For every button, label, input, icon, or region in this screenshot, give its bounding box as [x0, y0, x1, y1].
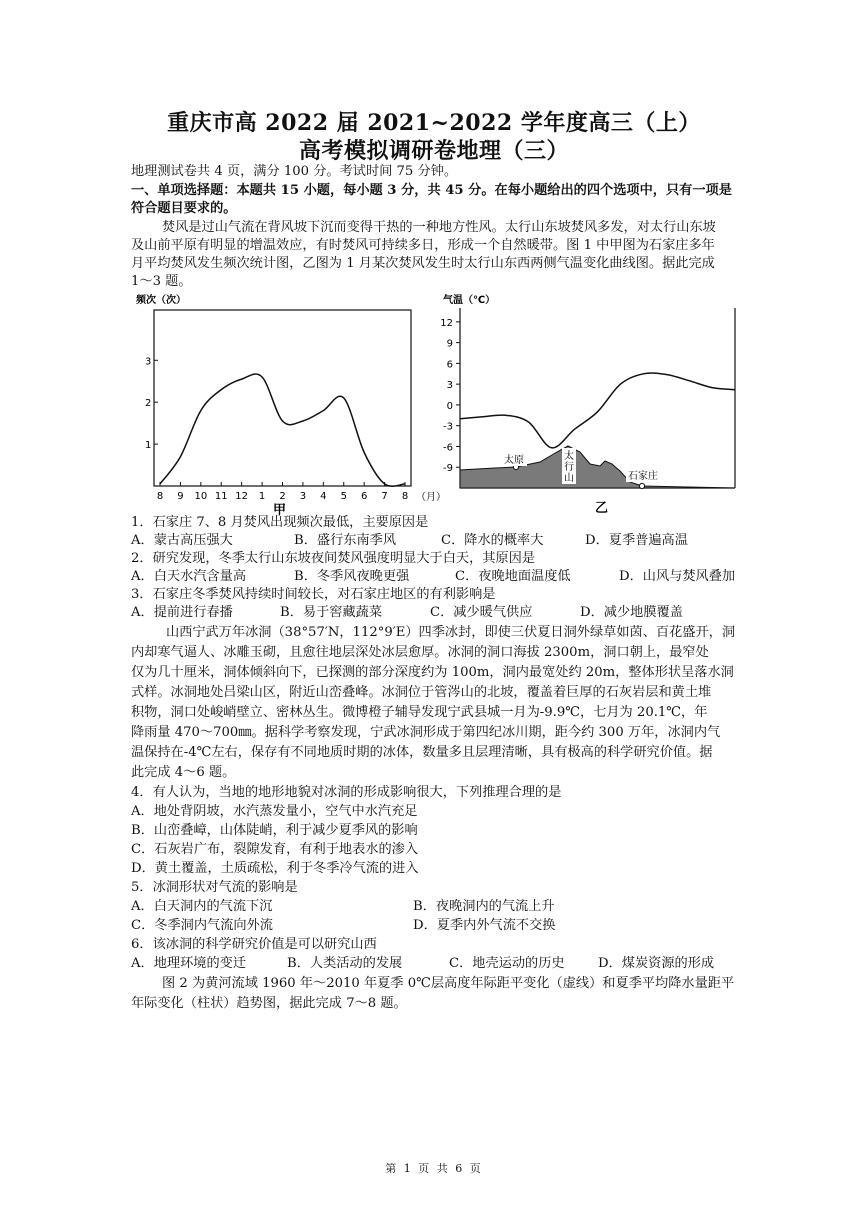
taiyuan-label: 太原 — [504, 455, 524, 466]
passage2-line: 温保持在-4℃左右，保存有不同地质时期的冰体，数量多且层理清晰，具有极高的科学研究价值。据 — [131, 745, 713, 760]
question-5-stem: 5．冰洞形状对气流的影响是 — [131, 880, 298, 895]
yi-ytick-label: 6 — [446, 359, 453, 371]
section-heading: 一、单项选择题：本题共 15 小题，每小题 3 分，共 45 分。在每小题给出的四个选项中，只有一项是 — [131, 183, 732, 198]
passage1-line: 月平均焚风发生频次统计图，乙图为 1 月某次焚风发生时太行山东西两侧气温变化曲线图。据此完成 — [131, 256, 715, 271]
q3-option-a: A．提前进行春播 — [131, 605, 233, 620]
yi-ytick-label: 3 — [446, 380, 453, 392]
yi-ytick-label: -9 — [443, 463, 453, 475]
yi-caption: 乙 — [595, 501, 609, 516]
yi-ytick-label: 0 — [446, 400, 453, 412]
jia-ylabel: 频次（次） — [136, 295, 186, 306]
q2-option-a: A．白天水汽含量高 — [131, 569, 247, 584]
passage2-line: 此完成 4～6 题。 — [131, 765, 236, 780]
jia-xtick-label: 8 — [156, 491, 164, 502]
q4-option-b: B．山峦叠嶂，山体陡峭，利于减少夏季风的影响 — [131, 823, 418, 838]
q1-option-d: D．夏季普遍高温 — [585, 533, 688, 548]
passage2-line: 仅为几十厘米，洞体倾斜向下，已探测的部分深度约为 100m，洞内最宽处约 20m，整体形状呈落水洞 — [131, 665, 734, 680]
q6-option-b: B．人类活动的发展 — [287, 956, 403, 971]
jia-ytick-label: 2 — [145, 398, 152, 410]
page-footer: 第 1 页 共 6 页 — [385, 1162, 483, 1175]
jia-series-line — [160, 374, 405, 486]
jia-xtick-label: 4 — [320, 491, 327, 502]
passage1-line: 及山前平原有明显的增温效应，有时焚风可持续多日，形成一个自然暖带。图 1 中甲图为石家庄多年 — [131, 238, 715, 253]
q4-option-a: A．地处背阴坡，水汽蒸发量小，空气中水汽充足 — [131, 804, 418, 819]
q6-option-d: D．煤炭资源的形成 — [598, 956, 715, 971]
taihang-label-1: 太 — [564, 451, 574, 462]
exam-title-line2: 高考模拟调研卷地理（三） — [298, 138, 569, 164]
yi-ytick-label: 12 — [440, 317, 453, 329]
passage2-line: 山西宁武万年冰洞（38°57′N，112°9′E）四季冰封，即使三伏夏日洞外绿草如茵、百花盛开，洞 — [166, 625, 736, 640]
question-6-stem: 6．该冰洞的科学研究价值是可以研究山西 — [131, 937, 377, 952]
q4-option-d: D．黄土覆盖，土质疏松，利于冬季冷气流的进入 — [131, 861, 419, 876]
taihang-label-2: 行 — [564, 462, 574, 473]
yi-ylabel: 气温（℃） — [443, 295, 496, 306]
jia-xunit: （月） — [416, 492, 446, 503]
q3-option-b: B．易于窖藏蔬菜 — [280, 605, 383, 620]
yi-ytick-label: 9 — [446, 338, 453, 350]
jia-plot-frame — [154, 310, 411, 486]
q4-option-c: C．石灰岩广布，裂隙发育，有利于地表水的渗入 — [131, 842, 419, 857]
q1-option-a: A．蒙古高压强大 — [131, 533, 233, 548]
question-3-stem: 3．石家庄冬季焚风持续时间较长，对石家庄地区的有利影响是 — [131, 587, 496, 602]
jia-ytick-label: 1 — [145, 440, 152, 452]
passage2-line: 内却寒气逼人、冰雕玉砌，且愈往地层深处冰层愈厚。冰洞的洞口海拔 2300m，洞口朝上，最窄处 — [131, 645, 709, 660]
jia-xtick-label: 6 — [360, 491, 368, 502]
taihang-label-3: 山 — [564, 473, 574, 484]
jia-xtick-label: 2 — [279, 491, 286, 502]
q5-option-d: D．夏季内外气流不交换 — [413, 918, 556, 933]
yi-terrain-profile — [460, 446, 735, 488]
passage3-line: 图 2 为黄河流域 1960 年～2010 年夏季 0℃层高度年际距平变化（虚线）和夏季平均降水量距平 — [162, 976, 735, 991]
q5-option-a: A．白天洞内的气流下沉 — [131, 899, 273, 914]
passage3-line: 年际变化（柱状）趋势图，据此完成 7～8 题。 — [131, 996, 407, 1011]
yi-ytick-label: -6 — [443, 442, 453, 454]
question-2-stem: 2．研究发现，冬季太行山东坡夜间焚风强度明显大于白天，其原因是 — [131, 551, 536, 566]
question-1-stem: 1．石家庄 7、8 月焚风出现频次最低，主要原因是 — [131, 515, 429, 530]
passage2-line: 降雨量 470～700㎜。据科学考察发现，宁武冰洞形成于第四纪冰川期，距今约 300 万年，冰洞内气 — [131, 725, 721, 740]
jia-xtick-label: 11 — [214, 491, 228, 502]
jia-xtick-label: 3 — [299, 491, 307, 502]
chart-yi — [435, 290, 745, 520]
chart-jia — [130, 290, 446, 520]
q3-option-d: D．减少地膜覆盖 — [580, 605, 683, 620]
passage1-line: 焚风是过山气流在背风坡下沉而变得干热的一种地方性风。太行山东坡焚风多发，对太行山东坡 — [162, 220, 716, 235]
jia-xtick-label: 1 — [258, 491, 266, 502]
q2-option-b: B．冬季风夜晚更强 — [294, 569, 410, 584]
q2-option-d: D．山风与焚风叠加 — [619, 569, 736, 584]
passage2-line: 积物，洞口处峻峭壁立、密林丛生。微博橙子辅导发现宁武县城一月为-9.9℃，七月为 20.1℃，年 — [131, 705, 708, 720]
q2-option-c: C．夜晚地面温度低 — [455, 569, 571, 584]
yi-temperature-line — [460, 373, 735, 448]
q1-option-c: C．降水的概率大 — [441, 533, 544, 548]
jia-xtick-label: 5 — [340, 491, 347, 502]
q6-option-c: C．地壳运动的历史 — [449, 956, 565, 971]
jia-xtick-label: 7 — [381, 491, 388, 502]
yi-ytick-label: -3 — [443, 421, 453, 433]
q3-option-c: C．减少暖气供应 — [430, 605, 533, 620]
q1-option-b: B．盛行东南季风 — [294, 533, 397, 548]
exam-title-line1: 重庆市高 2022 届 2021~2022 学年度高三（上） — [167, 110, 701, 136]
exam-intro: 地理测试卷共 4 页，满分 100 分。考试时间 75 分钟。 — [131, 164, 458, 179]
passage1-line: 1～3 题。 — [131, 274, 192, 289]
section-heading-cont: 符合题目要求的。 — [131, 201, 237, 216]
jia-ytick-label: 3 — [145, 356, 152, 368]
passage2-line: 式样。冰洞地处吕梁山区，附近山峦叠峰。冰洞位于管涔山的北坡，覆盖着巨厚的石灰岩层和黄土堆 — [131, 685, 712, 700]
q5-option-c: C．冬季洞内气流向外流 — [131, 918, 273, 933]
jia-xtick-label: 9 — [177, 491, 184, 502]
jia-xtick-label: 8 — [401, 491, 409, 502]
q5-option-b: B．夜晚洞内的气流上升 — [413, 899, 555, 914]
question-4-stem: 4．有人认为，当地的地形地貌对冰洞的形成影响很大，下列推理合理的是 — [131, 785, 562, 800]
shijiazhuang-marker — [639, 483, 644, 488]
jia-caption: 甲 — [273, 503, 287, 518]
shijiazhuang-label: 石家庄 — [628, 471, 658, 482]
jia-xtick-label: 10 — [194, 491, 208, 502]
q6-option-a: A．地理环境的变迁 — [131, 956, 247, 971]
jia-xtick-label: 12 — [235, 491, 249, 502]
